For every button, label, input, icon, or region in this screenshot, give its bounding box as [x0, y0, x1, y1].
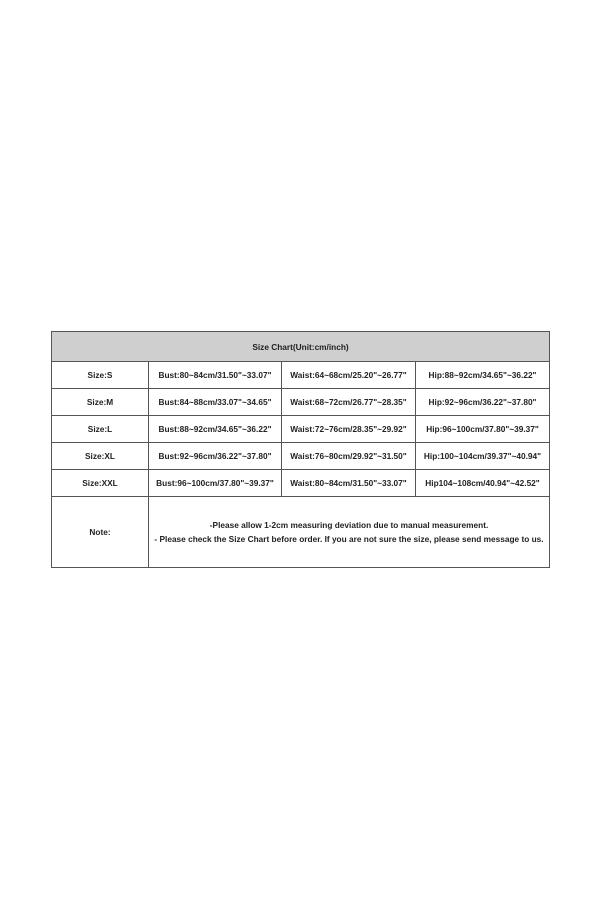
- size-cell: Size:XL: [52, 443, 149, 470]
- note-line-check-size: - Please check the Size Chart before order. If you are not sure the size, please send message to us.: [154, 534, 544, 544]
- size-cell: Size:S: [52, 362, 149, 389]
- bust-cell: Bust:96~100cm/37.80"~39.37": [149, 470, 282, 497]
- hip-cell: Hip:100~104cm/39.37"~40.94": [416, 443, 550, 470]
- size-chart-table: [51, 331, 550, 568]
- note-row: [52, 497, 550, 568]
- bust-cell: Bust:80~84cm/31.50"~33.07": [149, 362, 282, 389]
- note-line-deviation: -Please allow 1-2cm measuring deviation due to manual measurement.: [209, 520, 489, 530]
- waist-cell: Waist:80~84cm/31.50"~33.07": [282, 470, 416, 497]
- size-cell: Size:L: [52, 416, 149, 443]
- bust-cell: Bust:92~96cm/36.22"~37.80": [149, 443, 282, 470]
- note-label: Note:: [52, 497, 149, 568]
- hip-cell: Hip:96~100cm/37.80"~39.37": [416, 416, 550, 443]
- table-row: [52, 443, 550, 470]
- size-cell: Size:M: [52, 389, 149, 416]
- waist-cell: Waist:64~68cm/25.20"~26.77": [282, 362, 416, 389]
- size-cell: Size:XXL: [52, 470, 149, 497]
- size-chart-title: Size Chart(Unit:cm/inch): [52, 332, 550, 362]
- note-text: [149, 497, 550, 568]
- waist-cell: Waist:68~72cm/26.77"~28.35": [282, 389, 416, 416]
- table-row: [52, 362, 550, 389]
- table-row: [52, 389, 550, 416]
- bust-cell: Bust:88~92cm/34.65"~36.22": [149, 416, 282, 443]
- hip-cell: Hip104~108cm/40.94"~42.52": [416, 470, 550, 497]
- hip-cell: Hip:92~96cm/36.22"~37.80": [416, 389, 550, 416]
- table-row: [52, 416, 550, 443]
- waist-cell: Waist:72~76cm/28.35"~29.92": [282, 416, 416, 443]
- table-row: [52, 470, 550, 497]
- hip-cell: Hip:88~92cm/34.65"~36.22": [416, 362, 550, 389]
- bust-cell: Bust:84~88cm/33.07"~34.65": [149, 389, 282, 416]
- waist-cell: Waist:76~80cm/29.92"~31.50": [282, 443, 416, 470]
